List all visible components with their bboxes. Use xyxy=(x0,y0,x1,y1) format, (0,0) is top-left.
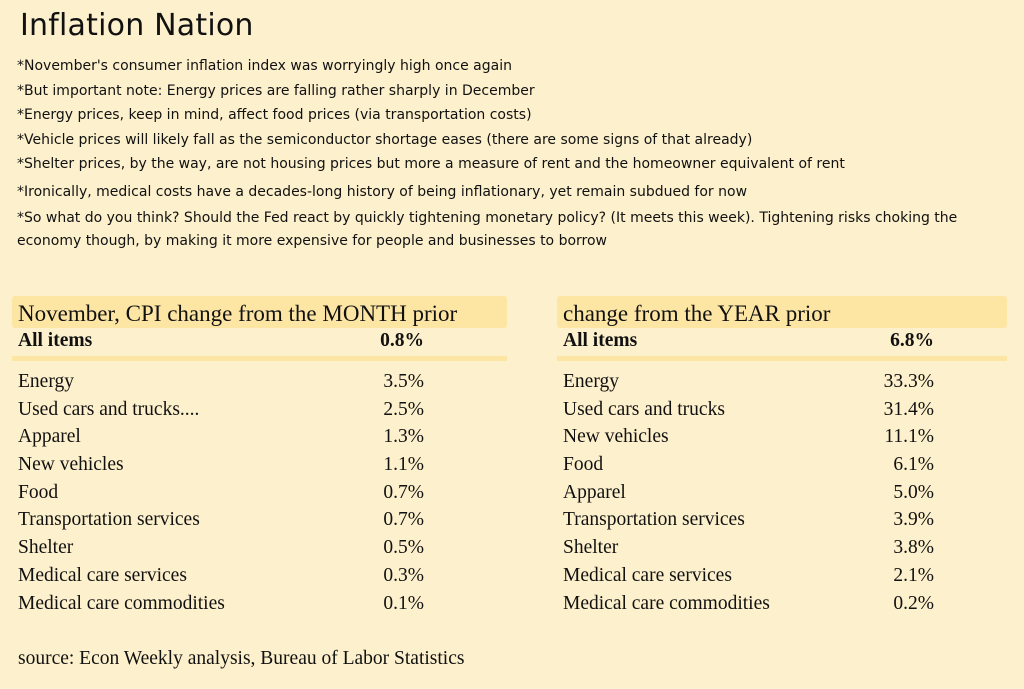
row-label: Shelter xyxy=(563,537,619,559)
bullet-item: *Shelter prices, by the way, are not housing prices but more a measure of rent and the homeowner equivalent of rent xyxy=(17,156,845,172)
row-label: Energy xyxy=(563,371,619,392)
row-value: 2.1% xyxy=(893,564,934,586)
row-value: 3.5% xyxy=(383,371,424,392)
bullet-item: *Ironically, medical costs have a decades-long history of being inflationary, yet remain subdued for now xyxy=(17,183,748,200)
row-label: Used cars and trucks xyxy=(563,398,725,420)
row-value: 0.7% xyxy=(383,509,424,531)
page-title: Inflation Nation xyxy=(20,8,254,43)
row-value: 11.1% xyxy=(884,426,934,448)
row-label: Apparel xyxy=(18,426,81,448)
row-label: New vehicles xyxy=(18,454,124,476)
row-value: 0.2% xyxy=(893,592,934,614)
row-label: New vehicles xyxy=(563,426,669,448)
bullet-item: *So what do you think? Should the Fed react by quickly tightening monetary policy? (It meets this week). Tightening risks choking the economy though, by making it more expensive for people and businesses to borrow xyxy=(17,210,958,249)
table-row xyxy=(557,368,1007,396)
year-table-rows xyxy=(557,368,1007,617)
row-value: 3.9% xyxy=(893,509,934,531)
row-label: Food xyxy=(18,481,59,503)
all-items-value: 0.8% xyxy=(380,330,424,351)
row-value: 2.5% xyxy=(383,398,424,420)
bullet-item: *Vehicle prices will likely fall as the semiconductor shortage eases (there are some signs of that already) xyxy=(17,131,753,148)
row-value: 1.3% xyxy=(383,426,424,448)
year-table-header: change from the YEAR prior xyxy=(557,296,1007,328)
row-label: Used cars and trucks.... xyxy=(18,398,200,420)
table-row xyxy=(12,590,507,618)
year-all-items-row xyxy=(557,328,1007,361)
row-label: Shelter xyxy=(18,537,74,559)
row-label: Energy xyxy=(18,371,74,392)
all-items-label: All items xyxy=(563,330,638,351)
table-row xyxy=(557,590,1007,618)
month-all-items-row xyxy=(12,328,507,361)
table-row xyxy=(12,479,507,507)
row-value: 3.8% xyxy=(893,537,934,559)
source-note: source: Econ Weekly analysis, Bureau of Labor Statistics xyxy=(18,648,465,669)
bullet-list xyxy=(17,54,1017,252)
year-change-table xyxy=(557,296,1007,617)
table-row xyxy=(12,368,507,396)
table-row xyxy=(12,506,507,534)
table-row xyxy=(557,479,1007,507)
row-value: 6.1% xyxy=(893,454,934,476)
table-row xyxy=(12,423,507,451)
table-row xyxy=(12,451,507,479)
row-label: Food xyxy=(563,454,604,476)
row-label: Apparel xyxy=(563,481,626,503)
table-row xyxy=(557,396,1007,424)
all-items-value: 6.8% xyxy=(890,330,934,351)
month-table-rows xyxy=(12,368,507,617)
row-value: 5.0% xyxy=(893,481,934,503)
row-value: 0.5% xyxy=(383,537,424,559)
bullet-item: *Energy prices, keep in mind, affect food prices (via transportation costs) xyxy=(17,107,532,123)
row-label: Medical care commodities xyxy=(18,592,225,614)
table-row xyxy=(557,562,1007,590)
table-row xyxy=(557,506,1007,534)
row-value: 1.1% xyxy=(383,454,424,476)
row-label: Medical care services xyxy=(18,564,187,586)
row-value: 33.3% xyxy=(883,371,934,392)
table-row xyxy=(557,423,1007,451)
table-row xyxy=(12,562,507,590)
row-label: Medical care services xyxy=(563,564,732,586)
bullet-item: *November's consumer inflation index was worryingly high once again xyxy=(17,58,512,74)
row-value: 31.4% xyxy=(883,398,934,420)
table-row xyxy=(557,534,1007,562)
row-label: Transportation services xyxy=(18,509,200,531)
table-row xyxy=(12,534,507,562)
table-row xyxy=(557,451,1007,479)
row-value: 0.1% xyxy=(383,592,424,614)
table-row xyxy=(12,396,507,424)
month-change-table xyxy=(12,296,507,617)
row-value: 0.3% xyxy=(383,564,424,586)
row-label: Transportation services xyxy=(563,509,745,531)
month-table-header: November, CPI change from the MONTH prior xyxy=(12,296,507,328)
bullet-item: *But important note: Energy prices are falling rather sharply in December xyxy=(17,82,535,99)
row-label: Medical care commodities xyxy=(563,592,770,614)
row-value: 0.7% xyxy=(383,481,424,503)
all-items-label: All items xyxy=(18,330,93,351)
